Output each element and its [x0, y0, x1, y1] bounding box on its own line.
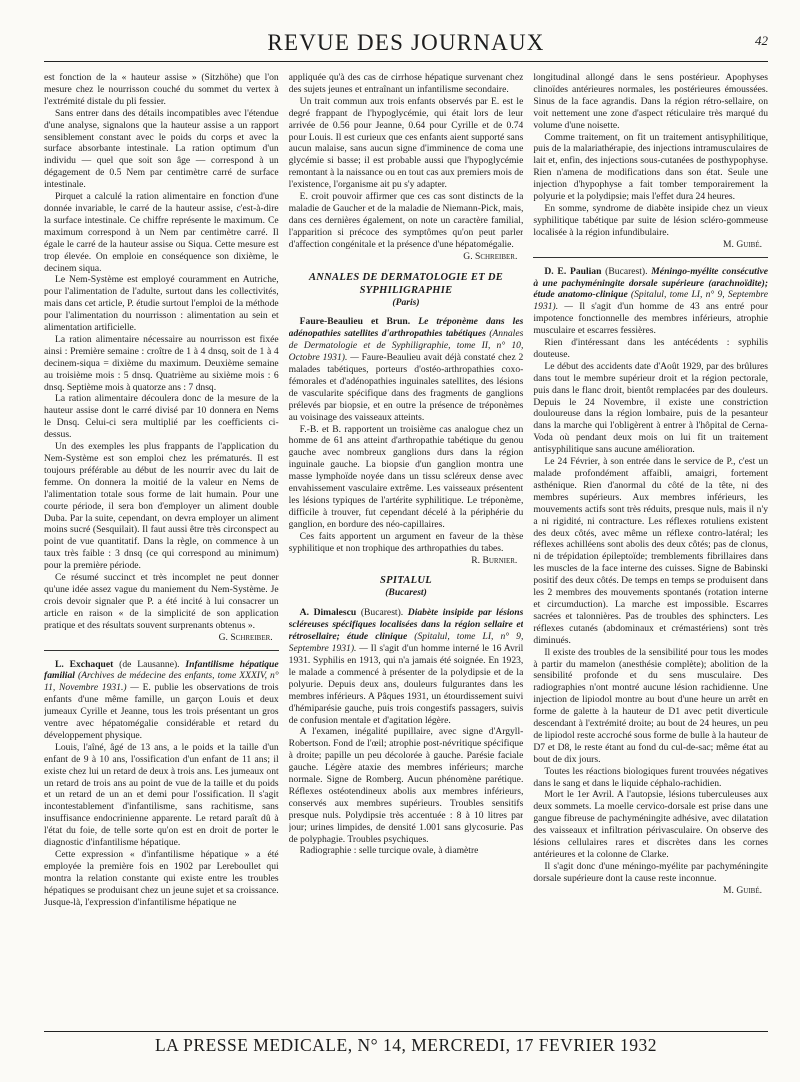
article-city: (de Lausanne).	[119, 658, 180, 670]
paragraph: est fonction de la « hauteur assise » (Sitzhöhe) que l'on mesure chez le nourrisson couché du sommet du vertex à l'extrémité distale du pli fessier.	[44, 72, 279, 107]
paragraph: Le début des accidents date d'Août 1929, par des brûlures dans tout le membre supérieur droit et la région pectorale, puis dans le flanc droit, bientôt remplacées par des douleurs. Depuis le 24 Novembre, il existe une constriction douloureuse dans la région lombaire, puis de la pesanteur dans la marche qui l'obligèrent à entrer à l'hôpital de Cerna-Voda où pendant deux mois on lui fit un traitement antisyphilitique sans aucune amélioration.	[533, 360, 769, 456]
paragraph: Cette expression « d'infantilisme hépatique » a été employée la première fois en 1902 par Lereboullet qui montra la relation constante qui existe entre les troubles hépatiques se produisant chez un jeune sujet et sa croissance. Jusque-là, l'expression d'infantilisme hépatique ne	[44, 849, 279, 908]
article-reference: (Archives de médecine des enfants, tome XXXIV, n° 11, Novembre 1931.) —	[44, 670, 279, 694]
column-2	[289, 72, 524, 1022]
paragraph: La ration alimentaire découlera donc de la mesure de la hauteur assise dont le carré divisé par 10 donnera en Nems le Dnsq. Celui-ci sera multiplié par les coefficients ci-dessus.	[44, 393, 279, 441]
article-title: Méningo-myélite consécutive à une pachyméningite dorsale supérieure (arachnoïdite); étude anatomo-clinique	[533, 265, 769, 301]
running-title: REVUE DES JOURNAUX	[267, 30, 545, 55]
paragraph: Radiographie : selle turcique ovale, à diamètre	[299, 845, 479, 857]
article-city: (Bucarest).	[605, 265, 648, 277]
journal-section-title: SPITALUL	[380, 575, 432, 587]
paragraph: Il s'agit donc d'une méningo-myélite par pachyméningite dorsale supérieure dont la cause reste inconnue.	[533, 860, 769, 884]
paragraph: Sans entrer dans des détails incompatibles avec l'étendue d'une analyse, signalons que la hauteur assise a un rapport sensiblement constant avec le poids du corps et avec la surface absorbante intestinale. La ration optimum d'un individu — quel que soit son âge — correspond à un dégagement de 0.5 Nem par centimètre carré de surface intestinale.	[44, 107, 279, 191]
journal-section-title: ANNALES DE DERMATOLOGIE ET DE SYPHILIGRAPHIE	[308, 271, 504, 296]
journal-section-city: (Bucarest)	[385, 587, 427, 599]
footer-text: LA PRESSE MEDICALE, N° 14, MERCREDI, 17 FEVRIER 1932	[154, 1035, 658, 1055]
column-1	[44, 72, 279, 1022]
paragraph: A l'examen, inégalité pupillaire, avec signe d'Argyll-Robertson. Fond de l'œil; atrophie post-névritique spécifique à droite; papille un peu décolorée à gauche. Parésie faciale gauche. Légère ataxie des membres inférieurs; marche normale. Signe de Romberg. Aucun phénomène parétique. Réflexes ostéotendineux abolis aux membres inférieurs, conservés aux membres supérieurs. Troubles sensitifs presque nuls. Polydipsie très accentuée : 8 à 10 litres par jour; urines limpides, de densité 1.001 sans glycosurie. Pas de polyphagie. Troubles psychiques.	[288, 726, 524, 845]
paragraph: Le Nem-Système est employé couramment en Autriche, pour l'alimentation de l'adulte, surtout dans les collectivités, mais dans cet article, P. étudie surtout l'emploi de la méthode pour l'alimentation du nourrisson : alimentation au sein et alimentation artificielle.	[44, 274, 279, 334]
article-reference: (Spitalul, tome LI, n° 9, Septembre 1931). —	[533, 289, 768, 313]
paragraph: Toutes les réactions biologiques furent trouvées négatives dans le sang et dans le liquide céphalo-rachidien.	[533, 765, 769, 789]
paragraph: Le 24 Février, à son entrée dans le service de P., c'est un malade profondément affaibli, amaigri, fortement asthénique. Rien d'anormal du côté de la tête, ni des membres supérieurs. Aux membres inférieurs, les mouvements actifs sont très réduits, presque nuls, mais il n'y a ni rigidité, ni contracture. Les réflexes rotuliens existent des deux côtés, avec même un réflexe contro-latéral; les réflexes achilléens sont abolis des deux côtés; pas de clonus, ni de trépidation épileptoïde; tremblements fibrillaires dans les muscles de la face interne des cuisses. Signe de Babinski positif des deux côtés. De temps en temps se produisent dans les 2 membres des mouvements spontanés (rotation interne et circumduction). La marche est impossible. Escarres sacrées et talonnières. Pas de troubles des sphincters. Les réflexes cutanés (abdominaux et crémastériens) sont très diminués.	[533, 456, 769, 646]
divider	[44, 650, 279, 651]
paragraph: Ce résumé succinct et très incomplet ne peut donner qu'une idée assez vague du maniement du Nem-Système. Je crois devoir signaler que P. a été incité à lui consacrer un article en raison « de la simplicité de son application pratique et des résultats souvent surprenants obtenus ».	[44, 572, 279, 631]
page-footer	[44, 1031, 768, 1056]
signature: R. Burnier.	[471, 554, 518, 566]
page-header	[44, 30, 768, 62]
paragraph: E. croit pouvoir affirmer que ces cas sont distincts de la maladie de Gaucher et de la maladie de Niemann-Pick, mais, dans ces dernières également, on note un caractère familial, l'apparition si précoce des symptômes qu'on peut parler d'affection congénitale et la présence d'une hépatomégalie.	[288, 191, 524, 250]
paragraph: Il existe des troubles de la sensibilité pour tous les modes à partir du mamelon (anesthésie complète); abolition de la sensibilité profonde et du sens musculaire. Des radiographies n'ont montré aucune lésion rachidienne. Une injection de lipiodol montre au bout d'une heure un arrêt en forme de galette à la hauteur de D1 avec petit diverticule descendant à l'extrémité droite; au bout de 24 heures, un peu de lipiodol reste accroché sous forme de bulle à la hauteur de D7 et D8, le reste étant au fond du cul-de-sac; même état au bout de dix jours.	[533, 646, 769, 765]
article-heading	[533, 266, 768, 337]
article-reference: (Spitalul, tome LI, n° 9, Septembre 1931). —	[288, 631, 524, 655]
paragraph: Il s'agit d'un homme interné le 16 Avril 1931. Syphilis en 1913, qui n'a jamais été soignée. En 1923, le malade a commencé à présenter de la polydipsie et de la polyurie. Depuis deux ans, douleurs fulgurantes dans les membres inférieurs. A Pâques 1931, un étourdissement suivi d'hémiparésie gauche, puis trois congestifs passagers, suivis de confusion mentale et d'agitation légère.	[288, 643, 524, 726]
article-heading	[289, 607, 524, 726]
paragraph: Un des exemples les plus frappants de l'application du Nem-Système est son emploi chez les prématurés. Il est toujours préférable au début de les nourrir avec du lait de femme. On donnera la moitié de la valeur en Nems de l'alimentation totale sous forme de lait humain. Pour une courte période, il sera bon d'employer un aliment double Duba. Par la suite, cependant, on devra employer un aliment moins sucré (Sesquilait). Il faut aussi être très circonspect au point de vue quantitatif. Dans la règle, on commence à un taux très faible : 3 dnsq (ce qui correspond au minimum) pour la première période.	[44, 441, 279, 572]
page-number: 42	[755, 33, 768, 48]
article-title: Infantilisme hépatique familial	[44, 658, 279, 682]
article-heading	[289, 316, 524, 423]
paragraph: En somme, syndrome de diabète insipide chez un vieux syphilitique tabétique par suite de lésion scléro-gommeuse localisée à la région infundibulaire.	[533, 202, 769, 238]
paragraph: La ration alimentaire nécessaire au nourrisson est fixée ainsi : Première semaine : croître de 1 à 4 dnsq, soit de 1 à 4 decinem-siqua = dixième du maximum. Deuxième semaine au troisième mois : 5 dnsq. Quatrième au sixième mois : 6 dnsq. Septième mois à quatorze ans : 7 dnsq.	[44, 333, 279, 393]
paragraph: Mort le 1er Avril. A l'autopsie, lésions tuberculeuses aux deux sommets. La moelle cervico-dorsale est prise dans une gangue fibreuse de pachyméningite adhésive, avec dilatation des vaisseaux et infiltration périvasculaire. On observe des lésions cellulaires rares et discrètes dans les cornes antérieures et la colonne de Clarke.	[533, 789, 769, 860]
article-title: Diabète insipide par lésions scléreuses spécifiques localisées dans la région sellaire et rétrosellaire; étude clinique	[288, 607, 524, 643]
paragraph: Faure-Beaulieu avait déjà constaté chez 2 malades tabétiques, porteurs d'ostéo-arthropathies coxo-fémorales et d'adénopathies inguinales satellites, des lésions de vascularite spécifique dans des fragments de ganglions prélevés par biopsie, et en outre la présence de tréponèmes au voisinage des vaisseaux atteints.	[288, 352, 524, 423]
article-author: Faure-Beaulieu et Brun.	[299, 316, 411, 328]
paragraph: Pirquet a calculé la ration alimentaire en fonction d'une donnée invariable, le carré de la hauteur assise, c'est-à-dire la surface intestinale. Ce chiffre représente le maximum. Ce maximum correspond à un Nem par centimètre carré. Il égale le carré de la hauteur assise ou Siqua. Cette mesure est trop élevée. On emploie en conséquence son dixième, le decinem siqua.	[44, 191, 279, 274]
article-author: D. E. Paulian	[544, 265, 602, 277]
text-columns	[44, 72, 768, 1022]
article-reference: (Annales de Dermatologie et de Syphiligraphie, tome II, n° 10, Octobre 1931). —	[288, 328, 524, 364]
paragraph: Ces faits apportent un argument en faveur de la thèse syphilitique et non trophique des arthropathies du tabes.	[288, 530, 524, 554]
article-author: L. Exchaquet	[55, 658, 114, 670]
journal-section-city: (Paris)	[392, 296, 420, 308]
paragraph: F.-B. et B. rapportent un troisième cas analogue chez un homme de 61 ans atteint d'arthropathie tabétique du genou gauche avec nombreux ganglions durs dans la région inguinale gauche. La biopsie d'un ganglion montra une masse lymphoïde noyée dans un tissu scléreux dense avec envahissement vasculaire extrême. Les vaisseaux présentent les lésions typiques de l'artérite syphilitique. Le tréponème, difficile à trouver, fut cependant décelé à la périphérie du ganglion, en bordure des néo-capillaires.	[288, 423, 524, 530]
paragraph: Louis, l'aîné, âgé de 13 ans, a le poids et la taille d'un enfant de 9 à 10 ans, l'ossification d'un enfant de 11 ans; il existe chez lui un retard de deux à trois ans. Les jumeaux ont un retard de trois ans au point de vue de la taille et du poids et un retard de un an et demi pour l'ossification. Il s'agit incontestablement d'infantilisme, sans rachitisme, sans insuffisance endocrinienne apparente. Le retard paraît dû à l'état du foie, de telle sorte qu'on est en droit de porter le diagnostic d'infantilisme hépatique.	[44, 741, 279, 849]
signature: G. Schreiber.	[218, 631, 273, 643]
paragraph: Rien d'intéressant dans les antécédents : syphilis douteuse.	[533, 337, 769, 360]
paragraph: E. publie les observations de trois enfants d'une même famille, un garçon Louis et deux jumeaux Cyrille et Jeanne, tous les trois présentant un gros ventre avec hépatomégalie considérable et retard du développement physique.	[44, 682, 279, 741]
article-title: Le tréponème dans les adénopathies satellites d'arthropathies tabétiques	[288, 316, 524, 340]
article-author: A. Dimalescu	[299, 607, 357, 619]
signature: M. Guibé.	[723, 238, 763, 250]
signature: G. Schreiber.	[463, 250, 518, 262]
signature: M. Guibé.	[723, 884, 763, 896]
paragraph: Un trait commun aux trois enfants observés par E. est le degré frappant de l'hypoglycémie, qui était lors de leur arrivée de 0.56 pour Jeanne, 0.64 pour Cyrille et de 0.74 pour Louis. Il est curieux que ces enfants aient supporté sans aucun malaise, sans aucun signe d'imminence de coma une glycémie si basse; il est probable aussi que l'hypoglycémie remontant à la naissance ou en tout cas aux premiers mois de l'existence, l'organisme ait pu s'y adapter.	[288, 95, 524, 191]
divider	[533, 257, 768, 258]
paragraph: longitudinal allongé dans le sens postérieur. Apophyses clinoïdes antérieures normales, les postérieures émoussées. Sinus de la face agrandis. Dans la région rétro-sellaire, on voit nettement une zone d'aspect réticulaire très marqué du volume d'une noisette.	[533, 72, 769, 131]
article-city: (Bucarest).	[360, 607, 404, 619]
column-3	[533, 72, 768, 1022]
paragraph: Il s'agit d'un homme de 43 ans entré pour impotence fonctionnelle des membres inférieurs, atrophie musculaire et escarres fessières.	[533, 301, 769, 337]
paragraph: Comme traitement, on fit un traitement antisyphilitique, puis de la malariathérapie, des injections intramusculaires de lait et, enfin, des injections sous-cutanées de posthypophyse. Rien n'amena de modifications dans son état. Seule une injection d'hypophyse a fait tomber temporairement la polyurie et la polydipsie; mais l'effet dura 24 heures.	[533, 131, 769, 203]
article-heading	[44, 659, 279, 742]
paragraph: appliquée qu'à des cas de cirrhose hépatique survenant chez des sujets jeunes et entraînant un infantilisme secondaire.	[288, 72, 524, 95]
